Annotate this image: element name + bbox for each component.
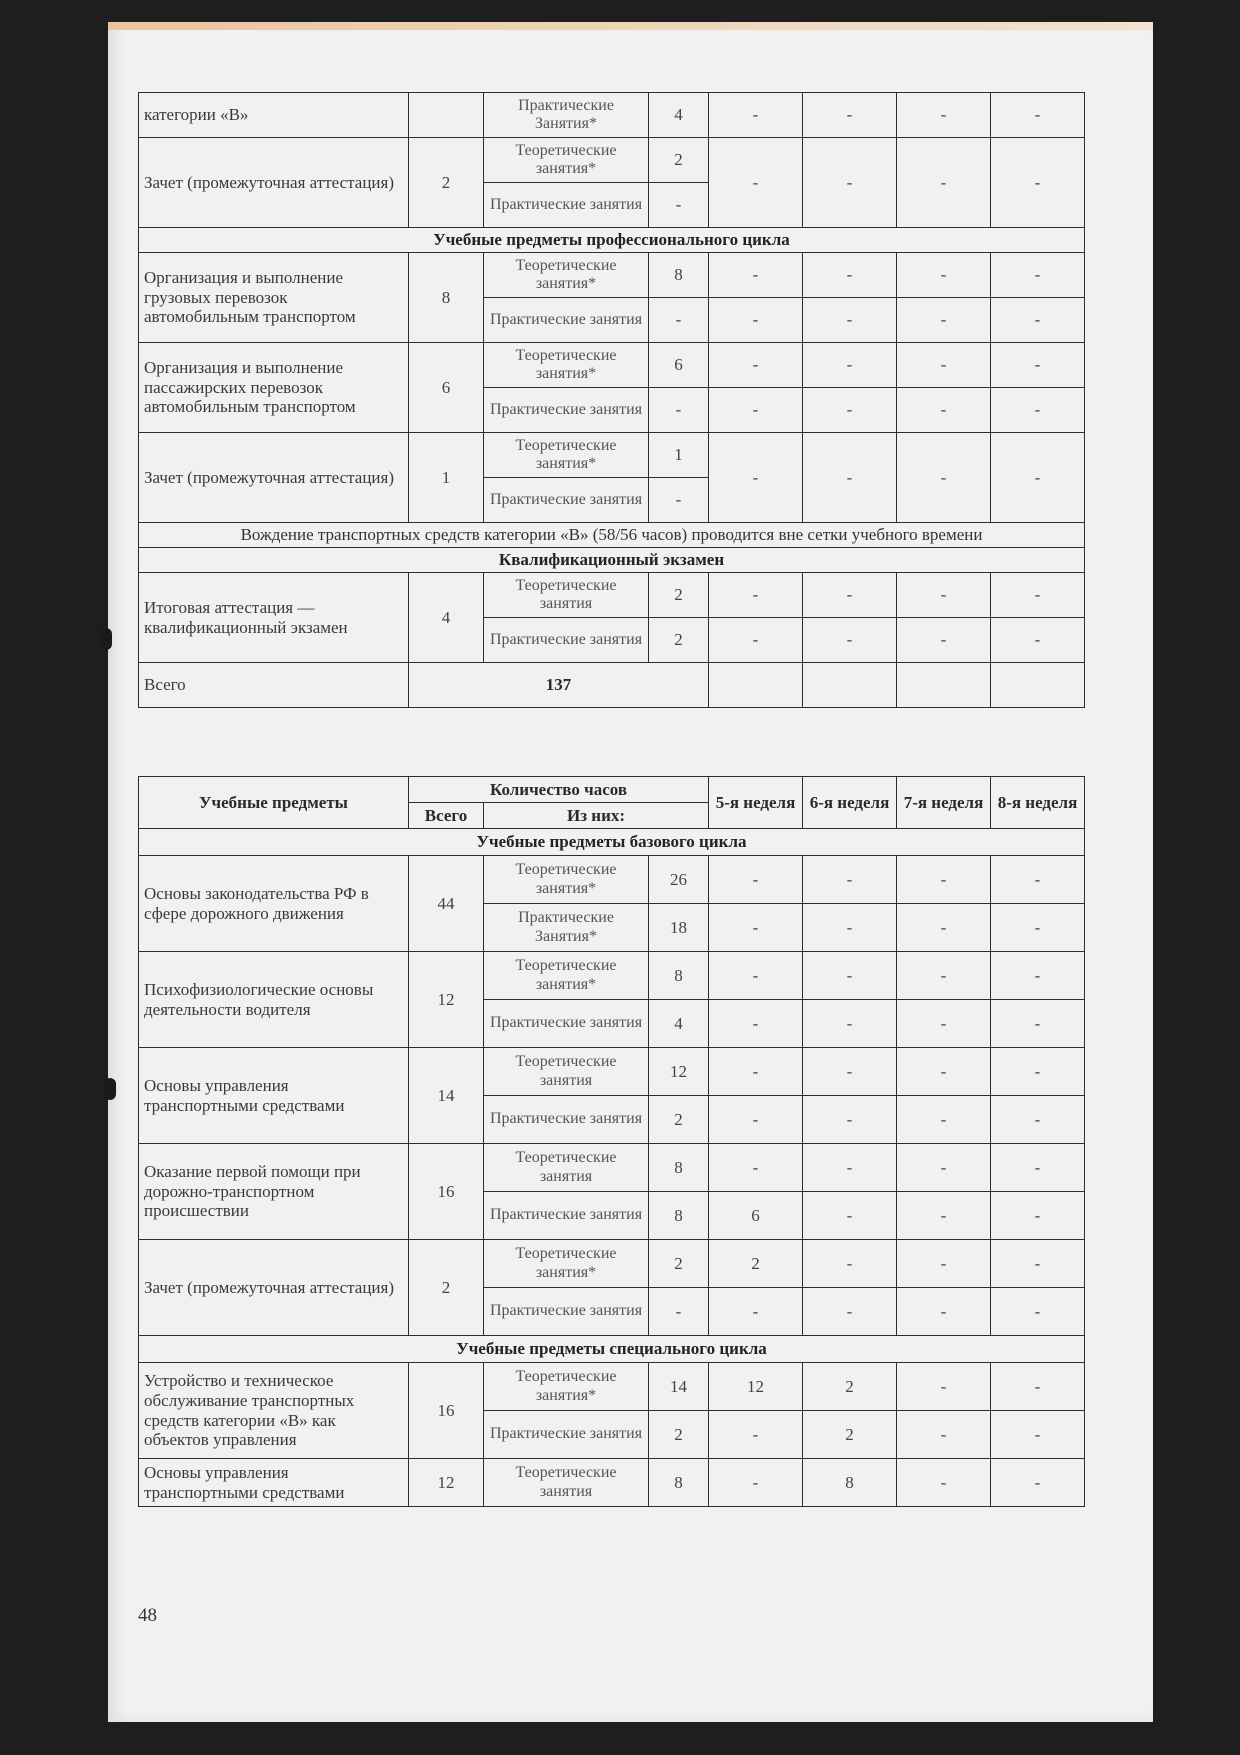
curriculum-table-continued — [138, 92, 1085, 708]
week-cell: 8 — [803, 1459, 897, 1507]
week-cell: 2 — [803, 1363, 897, 1411]
lesson-type: Теоретические занятия — [484, 1048, 649, 1096]
week-cell: - — [991, 904, 1085, 952]
lesson-hours: 1 — [649, 433, 709, 478]
table-row — [139, 1363, 1085, 1411]
subject-total-hours: 1 — [409, 433, 484, 523]
subject-name: Итоговая аттестация — квалификационный экзамен — [139, 573, 409, 663]
binding-hole — [100, 628, 112, 650]
lesson-hours: 8 — [649, 1192, 709, 1240]
total-label: Всего — [139, 663, 409, 708]
lesson-hours: 14 — [649, 1363, 709, 1411]
table-row — [139, 1459, 1085, 1507]
header-week-7: 7-я неделя — [897, 777, 991, 829]
lesson-hours: 2 — [649, 573, 709, 618]
section-header-row — [139, 548, 1085, 573]
subject-total-hours: 2 — [409, 1240, 484, 1336]
week-cell: - — [897, 573, 991, 618]
subject-name: Зачет (промежуточная аттестация) — [139, 1240, 409, 1336]
week-cell: - — [709, 1048, 803, 1096]
week-cell: - — [803, 138, 897, 228]
week-cell: - — [897, 618, 991, 663]
week-cell: - — [897, 1144, 991, 1192]
week-cell: - — [991, 952, 1085, 1000]
lesson-type: Практические занятия — [484, 618, 649, 663]
week-cell: - — [897, 253, 991, 298]
week-cell: - — [897, 1363, 991, 1411]
section-header-row — [139, 829, 1085, 856]
week-cell — [803, 663, 897, 708]
week-cell: - — [709, 388, 803, 433]
subject-total-hours: 14 — [409, 1048, 484, 1144]
week-cell: - — [709, 904, 803, 952]
subject-total-hours: 6 — [409, 343, 484, 433]
week-cell: - — [991, 1363, 1085, 1411]
week-cell: - — [709, 856, 803, 904]
lesson-type: Теоретические занятия* — [484, 433, 649, 478]
lesson-type: Теоретические занятия* — [484, 1240, 649, 1288]
week-cell: - — [803, 618, 897, 663]
lesson-type: Практические занятия — [484, 1411, 649, 1459]
week-cell: - — [803, 1144, 897, 1192]
week-cell: - — [897, 433, 991, 523]
week-cell: - — [991, 856, 1085, 904]
week-cell: - — [803, 1048, 897, 1096]
week-cell: 2 — [709, 1240, 803, 1288]
week-cell: - — [897, 93, 991, 138]
week-cell: - — [709, 298, 803, 343]
week-cell: - — [897, 388, 991, 433]
table-row — [139, 952, 1085, 1000]
lesson-hours: 8 — [649, 253, 709, 298]
week-cell: - — [991, 1000, 1085, 1048]
curriculum-table-weeks-5-8 — [138, 776, 1085, 1507]
section-header-row — [139, 228, 1085, 253]
week-cell: - — [897, 1240, 991, 1288]
page-number: 48 — [138, 1605, 157, 1626]
week-cell: - — [709, 573, 803, 618]
week-cell: - — [897, 1288, 991, 1336]
subject-total-hours: 2 — [409, 138, 484, 228]
week-cell: - — [709, 1144, 803, 1192]
week-cell — [991, 663, 1085, 708]
table-row — [139, 856, 1085, 904]
lesson-hours: 26 — [649, 856, 709, 904]
subject-name: Основы законодательства РФ в сфере дорожного движения — [139, 856, 409, 952]
section-header-row — [139, 1336, 1085, 1363]
week-cell — [897, 663, 991, 708]
lesson-type: Практические занятия — [484, 183, 649, 228]
lesson-type: Теоретические занятия — [484, 573, 649, 618]
week-cell: - — [709, 1459, 803, 1507]
week-cell: - — [709, 1096, 803, 1144]
subject-name: Зачет (промежуточная аттестация) — [139, 138, 409, 228]
subject-total-hours: 44 — [409, 856, 484, 952]
week-cell: - — [991, 1048, 1085, 1096]
table-row — [139, 343, 1085, 388]
section-title: Квалификационный экзамен — [139, 548, 1085, 573]
header-hours: Количество часов — [409, 777, 709, 803]
week-cell: - — [897, 1459, 991, 1507]
week-cell: - — [709, 433, 803, 523]
total-row — [139, 663, 1085, 708]
week-cell: - — [803, 952, 897, 1000]
lesson-hours: 4 — [649, 1000, 709, 1048]
week-cell: - — [897, 904, 991, 952]
lesson-type: Теоретические занятия* — [484, 343, 649, 388]
note-text: Вождение транспортных средств категории «В» (58/56 часов) проводится вне сетки учебного времени — [139, 523, 1085, 548]
week-cell: - — [803, 343, 897, 388]
week-cell: - — [897, 952, 991, 1000]
week-cell: - — [803, 573, 897, 618]
subject-total-hours: 8 — [409, 253, 484, 343]
week-cell: - — [991, 298, 1085, 343]
header-week-8: 8-я неделя — [991, 777, 1085, 829]
lesson-hours: - — [649, 478, 709, 523]
week-cell: - — [897, 1096, 991, 1144]
week-cell: - — [991, 93, 1085, 138]
week-cell: - — [897, 856, 991, 904]
section-title: Учебные предметы базового цикла — [139, 829, 1085, 856]
note-row — [139, 523, 1085, 548]
week-cell: - — [991, 433, 1085, 523]
week-cell: - — [991, 1459, 1085, 1507]
lesson-type: Теоретические занятия* — [484, 856, 649, 904]
lesson-type: Теоретические занятия* — [484, 253, 649, 298]
week-cell: - — [709, 343, 803, 388]
lesson-hours: 8 — [649, 1144, 709, 1192]
subject-total-hours: 16 — [409, 1144, 484, 1240]
week-cell: 12 — [709, 1363, 803, 1411]
subject-total-hours — [409, 93, 484, 138]
subject-name: Основы управления транспортными средствами — [139, 1048, 409, 1144]
table-row — [139, 573, 1085, 618]
week-cell: - — [897, 1411, 991, 1459]
week-cell: - — [991, 138, 1085, 228]
lesson-hours: 2 — [649, 1240, 709, 1288]
table-row — [139, 253, 1085, 298]
lesson-hours: - — [649, 388, 709, 433]
table-row — [139, 433, 1085, 478]
subject-name: Организация и выполнение грузовых перевозок автомобильным транспортом — [139, 253, 409, 343]
lesson-hours: 8 — [649, 952, 709, 1000]
table-row — [139, 1144, 1085, 1192]
lesson-hours: 6 — [649, 343, 709, 388]
lesson-type: Теоретические занятия — [484, 1144, 649, 1192]
week-cell: - — [803, 1288, 897, 1336]
subject-name: Организация и выполнение пассажирских перевозок автомобильным транспортом — [139, 343, 409, 433]
week-cell: - — [709, 952, 803, 1000]
header-week-6: 6-я неделя — [803, 777, 897, 829]
lesson-hours: 4 — [649, 93, 709, 138]
week-cell: - — [897, 298, 991, 343]
lesson-type: Практические Занятия* — [484, 93, 649, 138]
header-of-them: Из них: — [484, 803, 709, 829]
lesson-type: Теоретические занятия — [484, 1459, 649, 1507]
week-cell: - — [991, 573, 1085, 618]
lesson-hours: 2 — [649, 1096, 709, 1144]
table-row — [139, 1048, 1085, 1096]
page-edge — [108, 22, 1153, 30]
week-cell: - — [709, 618, 803, 663]
lesson-type: Практические занятия — [484, 1096, 649, 1144]
subject-name: Психофизиологические основы деятельности водителя — [139, 952, 409, 1048]
lesson-hours: 2 — [649, 138, 709, 183]
week-cell: - — [709, 1411, 803, 1459]
lesson-hours: 18 — [649, 904, 709, 952]
week-cell: - — [897, 343, 991, 388]
lesson-type: Теоретические занятия* — [484, 138, 649, 183]
week-cell: - — [709, 138, 803, 228]
week-cell: - — [991, 618, 1085, 663]
section-title: Учебные предметы профессионального цикла — [139, 228, 1085, 253]
subject-name: Основы управления транспортными средствами — [139, 1459, 409, 1507]
subject-name: Устройство и техническое обслуживание транспортных средств категории «В» как объектов управления — [139, 1363, 409, 1459]
week-cell: 6 — [709, 1192, 803, 1240]
week-cell: - — [991, 343, 1085, 388]
table-row — [139, 93, 1085, 138]
week-cell: - — [991, 388, 1085, 433]
lesson-type: Теоретические занятия* — [484, 952, 649, 1000]
header-total: Всего — [409, 803, 484, 829]
week-cell: - — [991, 1096, 1085, 1144]
total-value: 137 — [409, 663, 709, 708]
lesson-type: Практические занятия — [484, 298, 649, 343]
table-row — [139, 1240, 1085, 1288]
week-cell: - — [991, 1240, 1085, 1288]
lesson-type: Практические Занятия* — [484, 904, 649, 952]
subject-total-hours: 12 — [409, 1459, 484, 1507]
week-cell: - — [897, 1000, 991, 1048]
week-cell: - — [897, 138, 991, 228]
week-cell: 2 — [803, 1411, 897, 1459]
lesson-type: Практические занятия — [484, 388, 649, 433]
lesson-type: Теоретические занятия* — [484, 1363, 649, 1411]
week-cell: - — [803, 253, 897, 298]
week-cell: - — [803, 904, 897, 952]
week-cell: - — [709, 1000, 803, 1048]
lesson-hours: - — [649, 1288, 709, 1336]
week-cell: - — [991, 1144, 1085, 1192]
week-cell: - — [803, 1096, 897, 1144]
week-cell: - — [803, 93, 897, 138]
lesson-type: Практические занятия — [484, 1288, 649, 1336]
week-cell: - — [709, 93, 803, 138]
week-cell: - — [897, 1192, 991, 1240]
week-cell: - — [803, 1240, 897, 1288]
lesson-hours: - — [649, 298, 709, 343]
lesson-type: Практические занятия — [484, 1192, 649, 1240]
subject-name: категории «В» — [139, 93, 409, 138]
lesson-type: Практические занятия — [484, 1000, 649, 1048]
subject-total-hours: 16 — [409, 1363, 484, 1459]
table-row — [139, 138, 1085, 183]
lesson-hours: - — [649, 183, 709, 228]
week-cell: - — [803, 1192, 897, 1240]
subject-name: Оказание первой помощи при дорожно-транспортном происшествии — [139, 1144, 409, 1240]
week-cell: - — [991, 1411, 1085, 1459]
subject-total-hours: 12 — [409, 952, 484, 1048]
week-cell: - — [803, 1000, 897, 1048]
week-cell: - — [803, 856, 897, 904]
lesson-hours: 8 — [649, 1459, 709, 1507]
week-cell: - — [803, 298, 897, 343]
lesson-hours: 12 — [649, 1048, 709, 1096]
subject-total-hours: 4 — [409, 573, 484, 663]
week-cell: - — [803, 388, 897, 433]
week-cell: - — [991, 253, 1085, 298]
week-cell — [709, 663, 803, 708]
week-cell: - — [991, 1288, 1085, 1336]
section-title: Учебные предметы специального цикла — [139, 1336, 1085, 1363]
subject-name: Зачет (промежуточная аттестация) — [139, 433, 409, 523]
week-cell: - — [709, 253, 803, 298]
week-cell: - — [897, 1048, 991, 1096]
lesson-hours: 2 — [649, 618, 709, 663]
week-cell: - — [803, 433, 897, 523]
week-cell: - — [991, 1192, 1085, 1240]
week-cell: - — [709, 1288, 803, 1336]
lesson-type: Практические занятия — [484, 478, 649, 523]
binding-hole — [104, 1078, 116, 1100]
header-week-5: 5-я неделя — [709, 777, 803, 829]
header-subjects: Учебные предметы — [139, 777, 409, 829]
lesson-hours: 2 — [649, 1411, 709, 1459]
